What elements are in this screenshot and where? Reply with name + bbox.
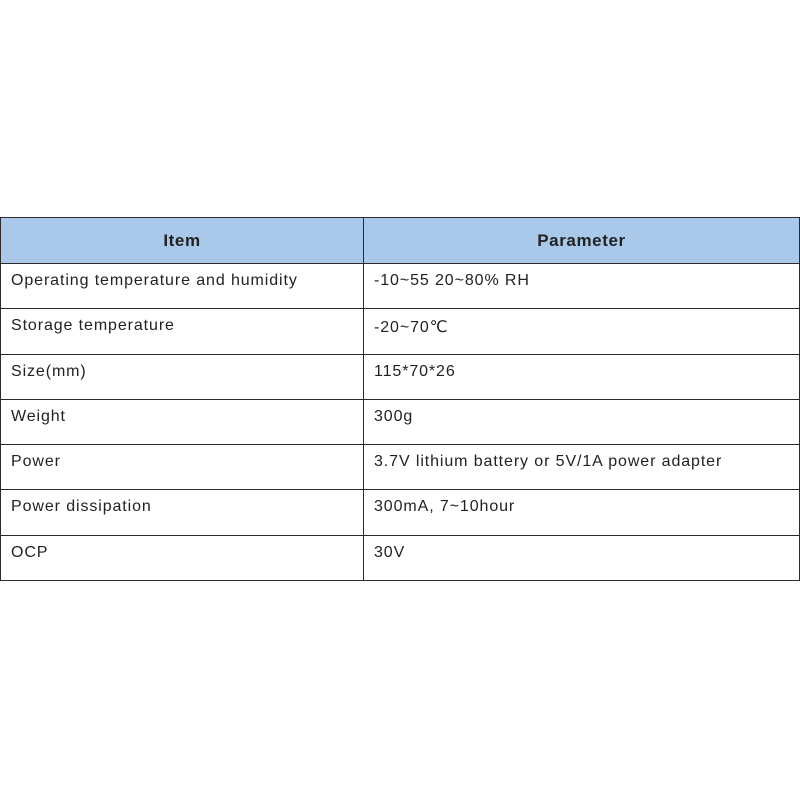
spec-table <box>0 217 800 581</box>
parameter-cell: 30V <box>364 535 800 580</box>
table-row <box>1 354 800 399</box>
table-row <box>1 535 800 580</box>
parameter-cell: 115*70*26 <box>364 354 800 399</box>
column-header-parameter: Parameter <box>364 218 800 264</box>
table-header-row <box>1 218 800 264</box>
parameter-cell: 300mA, 7~10hour <box>364 490 800 535</box>
parameter-cell: 3.7V lithium battery or 5V/1A power adapter <box>364 445 800 490</box>
item-cell: Power <box>1 445 364 490</box>
table-row <box>1 264 800 309</box>
parameter-cell: 300g <box>364 399 800 444</box>
table-row <box>1 309 800 354</box>
item-cell: Operating temperature and humidity <box>1 264 364 309</box>
table-row <box>1 445 800 490</box>
item-cell: Storage temperature <box>1 309 364 354</box>
parameter-cell: -10~55 20~80% RH <box>364 264 800 309</box>
item-cell: OCP <box>1 535 364 580</box>
item-cell: Power dissipation <box>1 490 364 535</box>
table-row <box>1 490 800 535</box>
parameter-cell: -20~70℃ <box>364 309 800 354</box>
table-row <box>1 399 800 444</box>
item-cell: Size(mm) <box>1 354 364 399</box>
column-header-item: Item <box>1 218 364 264</box>
item-cell: Weight <box>1 399 364 444</box>
